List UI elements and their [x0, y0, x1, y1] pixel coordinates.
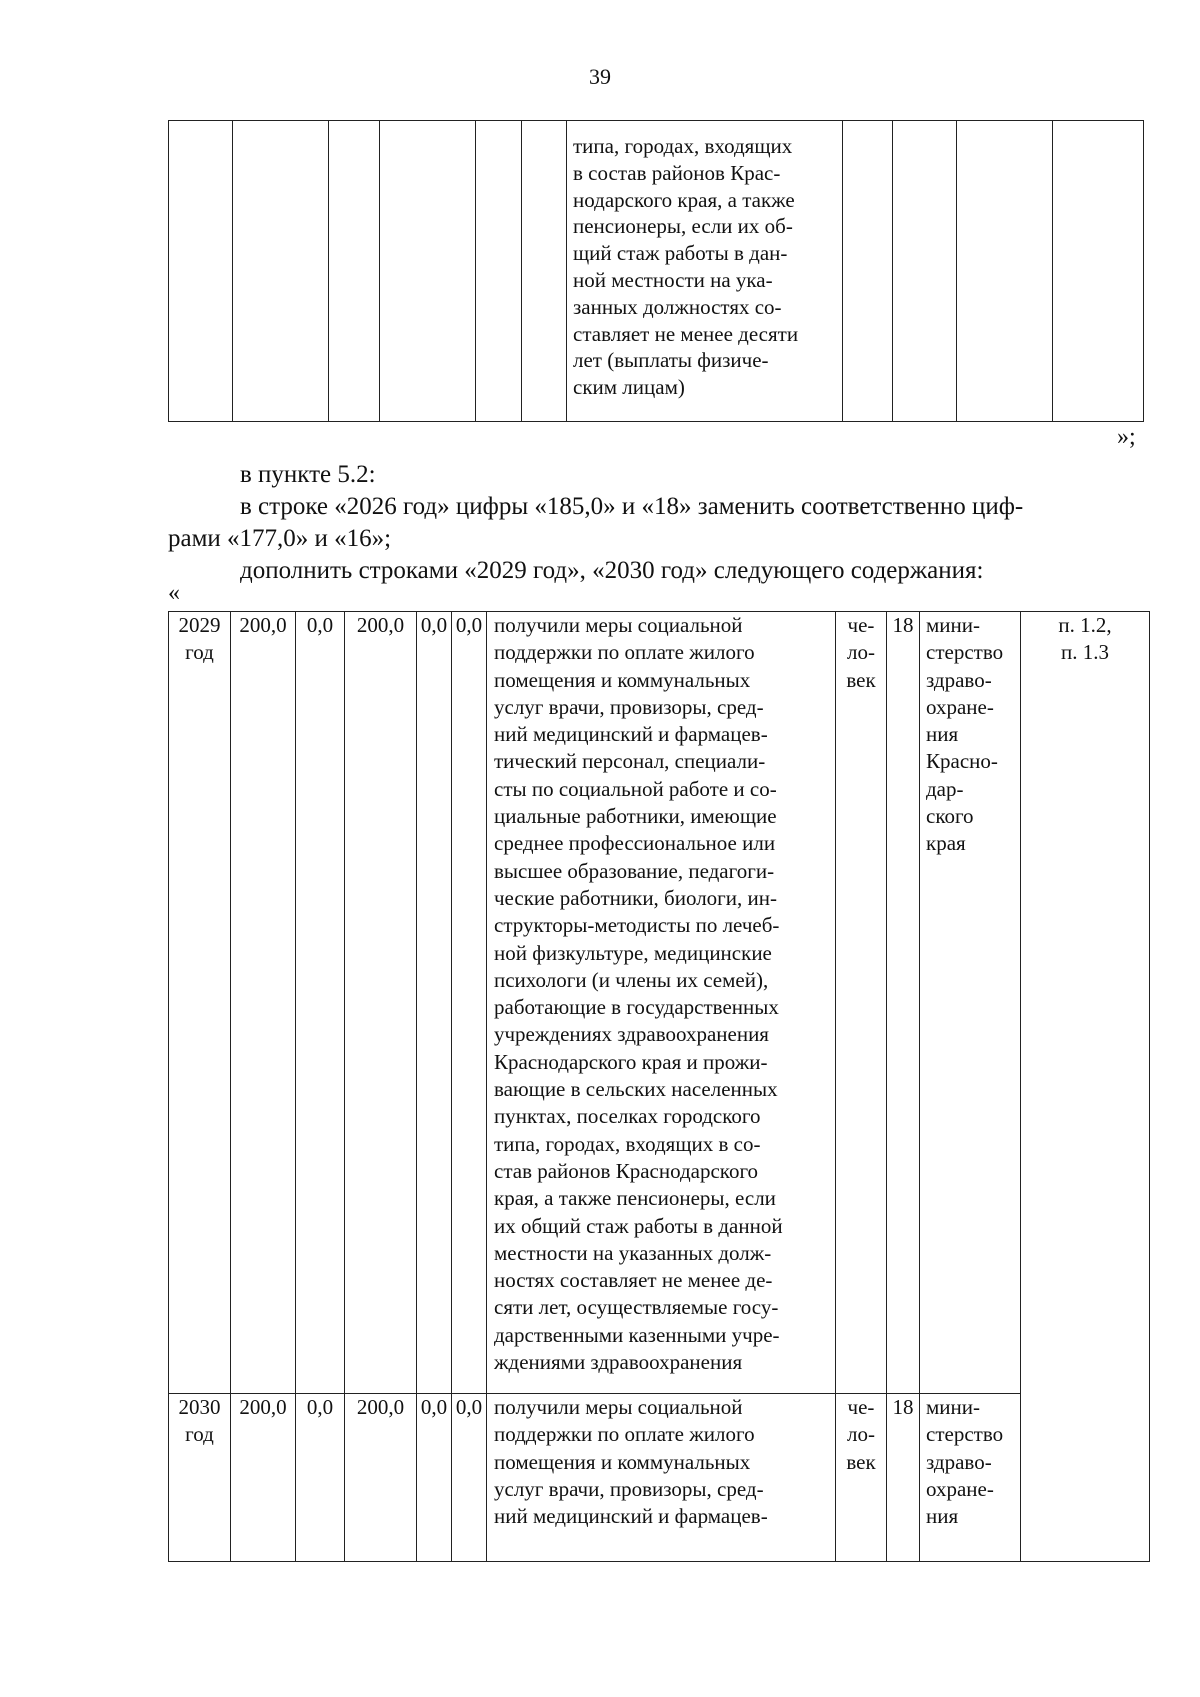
amount-cell: 0,0	[296, 612, 345, 1394]
amount-cell: 200,0	[345, 1394, 417, 1562]
table-row	[169, 1394, 1150, 1562]
text-line: Красно-	[926, 749, 998, 774]
description-cell	[487, 1394, 836, 1562]
empty-cell	[1053, 121, 1144, 422]
text-line: типа, городах, входящих в со-	[494, 1131, 761, 1156]
text-line: лет (выплаты физиче-	[573, 348, 769, 373]
year-number: 2030	[178, 1395, 221, 1419]
text-line: дарственными казенными учре-	[494, 1322, 780, 1347]
text-line: местности на указанных долж-	[494, 1240, 772, 1265]
total-cell: 200,0	[231, 612, 296, 1394]
continuation-description-cell	[567, 121, 843, 422]
amount-cell: 0,0	[417, 1394, 452, 1562]
amount-cell: 200,0	[345, 612, 417, 1394]
text-line: ния	[926, 722, 959, 747]
paragraph-replace-line-2: рами «177,0» и «16»;	[168, 525, 392, 552]
text-line: вающие в сельских населенных	[494, 1077, 778, 1102]
text-line: дар-	[926, 776, 964, 801]
empty-cell	[233, 121, 329, 422]
executor-cell	[920, 612, 1021, 1394]
text-line: ной физкультуре, медицинские	[494, 940, 772, 965]
text-line: помещения и коммунальных	[494, 1449, 751, 1474]
text-line: охране-	[926, 694, 994, 719]
text-line: получили меры социальной	[494, 613, 743, 637]
amount-cell: 0,0	[417, 612, 452, 1394]
year-cell	[169, 1394, 231, 1562]
empty-cell	[957, 121, 1053, 422]
text-line: п. 1.3	[1061, 640, 1109, 665]
text-line: высшее образование, педагоги-	[494, 858, 775, 883]
text-line: сяти лет, осуществляемые госу-	[494, 1295, 779, 1320]
text-line: сты по социальной работе и со-	[494, 776, 777, 801]
text-line: ставляет не менее десяти	[573, 321, 799, 346]
text-line: помещения и коммунальных	[494, 667, 751, 692]
text-line: че-	[847, 613, 875, 637]
text-line: среднее профессиональное или	[494, 831, 776, 856]
total-cell: 200,0	[231, 1394, 296, 1562]
empty-cell	[476, 121, 522, 422]
opening-quote: «	[168, 580, 180, 606]
closing-quote: »;	[1117, 424, 1136, 450]
text-line: учреждениях здравоохранения	[494, 1022, 769, 1047]
text-line: че-	[847, 1395, 875, 1419]
amount-cell: 0,0	[452, 1394, 487, 1562]
text-line: услуг врачи, провизоры, сред-	[494, 694, 764, 719]
empty-cell	[169, 121, 233, 422]
inserted-rows-table	[168, 611, 1150, 1562]
continuation-table	[168, 120, 1144, 422]
text-line: ским лицам)	[573, 375, 685, 400]
text-line: тический персонал, специали-	[494, 749, 766, 774]
text-line: ло-	[847, 1422, 875, 1447]
text-line: мини-	[926, 1395, 980, 1419]
table-row	[169, 612, 1150, 1394]
text-line: век	[846, 667, 876, 692]
text-line: получили меры социальной	[494, 1395, 743, 1419]
text-line: ной местности на ука-	[573, 267, 773, 292]
text-line: ний медицинский и фармацев-	[494, 722, 768, 747]
text-line: их общий стаж работы в данной	[494, 1213, 783, 1238]
text-line: здраво-	[926, 667, 992, 692]
text-line: ческие работники, биологи, ин-	[494, 885, 778, 910]
text-line: п. 1.2,	[1058, 613, 1112, 637]
paragraph-replace-line-1: в строке «2026 год» цифры «185,0» и «18» заменить соответственно циф-	[240, 493, 1024, 520]
text-line: ждениями здравоохранения	[494, 1350, 743, 1375]
text-line: пунктах, поселках городского	[494, 1104, 761, 1129]
text-line: мини-	[926, 613, 980, 637]
text-line: щий стаж работы в дан-	[573, 241, 788, 266]
text-line: нодарского края, а также	[573, 187, 795, 212]
text-line: типа, городах, входящих	[573, 134, 793, 158]
text-line: ний медицинский и фармацев-	[494, 1504, 768, 1529]
text-line: став районов Краснодарского	[494, 1158, 759, 1183]
amount-cell: 0,0	[452, 612, 487, 1394]
executor-cell	[920, 1394, 1021, 1562]
amount-cell: 0,0	[296, 1394, 345, 1562]
reference-cell	[1021, 612, 1150, 1394]
text-line: структоры-методисты по лечеб-	[494, 913, 780, 938]
paragraph-add-rows: дополнить строками «2029 год», «2030 год» следующего содержания:	[240, 557, 984, 584]
value-cell: 18	[887, 612, 920, 1394]
text-line: охране-	[926, 1476, 994, 1501]
text-line: работающие в государственных	[494, 995, 779, 1020]
text-line: в состав районов Крас-	[573, 160, 781, 185]
year-label: год	[185, 640, 214, 665]
text-line: поддержки по оплате жилого	[494, 640, 755, 665]
empty-cell	[329, 121, 380, 422]
reference-cell	[1021, 1394, 1150, 1562]
text-line: век	[846, 1449, 876, 1474]
text-line: стерство	[926, 1422, 1004, 1447]
unit-cell	[836, 1394, 887, 1562]
text-line: циальные работники, имеющие	[494, 804, 777, 829]
empty-cell	[893, 121, 957, 422]
text-line: ния	[926, 1504, 959, 1529]
empty-cell	[522, 121, 567, 422]
text-line: услуг врачи, провизоры, сред-	[494, 1476, 764, 1501]
text-line: ского	[926, 804, 974, 829]
text-line: края	[926, 831, 966, 856]
text-line: Краснодарского края и прожи-	[494, 1049, 768, 1074]
empty-cell	[380, 121, 476, 422]
text-line: поддержки по оплате жилого	[494, 1422, 755, 1447]
text-line: ло-	[847, 640, 875, 665]
text-line: занных должностях со-	[573, 294, 782, 319]
text-line: ностях составляет не менее де-	[494, 1268, 773, 1293]
page-number: 39	[589, 64, 611, 89]
text-line: пенсионеры, если их об-	[573, 214, 793, 239]
value-cell: 18	[887, 1394, 920, 1562]
text-line: края, а также пенсионеры, если	[494, 1186, 776, 1211]
text-line: психологи (и члены их семей),	[494, 967, 769, 992]
year-cell	[169, 612, 231, 1394]
description-cell	[487, 612, 836, 1394]
year-number: 2029	[178, 613, 221, 637]
unit-cell	[836, 612, 887, 1394]
empty-cell	[843, 121, 893, 422]
text-line: здраво-	[926, 1449, 992, 1474]
paragraph-point-5-2: в пункте 5.2:	[240, 461, 376, 488]
text-line: стерство	[926, 640, 1004, 665]
year-label: год	[185, 1422, 214, 1447]
